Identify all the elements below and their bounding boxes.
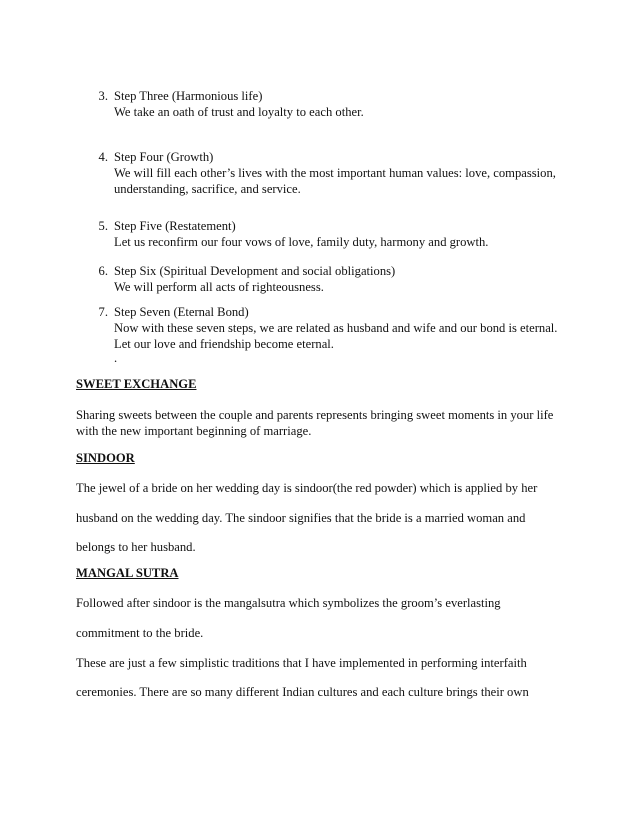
step-text: We will fill each other’s lives with the most important human values: love, compassion, [114, 166, 556, 180]
paragraph-line: ceremonies. There are so many different Indian cultures and each culture brings their own [76, 685, 529, 699]
step-title: Step Seven (Eternal Bond) [114, 305, 249, 319]
section-heading: SWEET EXCHANGE [76, 377, 197, 391]
list-number: 3. [98, 89, 108, 103]
section-heading: SINDOOR [76, 451, 135, 465]
step-text: Let us reconfirm our four vows of love, family duty, harmony and growth. [114, 235, 489, 249]
step-text: . [114, 351, 118, 365]
step-text: Let our love and friendship become eternal. [114, 337, 334, 351]
paragraph-line: Sharing sweets between the couple and parents represents bringing sweet moments in your life [76, 408, 554, 422]
paragraph-line: husband on the wedding day. The sindoor signifies that the bride is a married woman and [76, 511, 526, 525]
step-title: Step Six (Spiritual Development and social obligations) [114, 264, 396, 278]
section-heading: MANGAL SUTRA [76, 566, 179, 580]
step-text: understanding, sacrifice, and service. [114, 182, 301, 196]
step-text: We take an oath of trust and loyalty to each other. [114, 105, 364, 119]
list-number: 4. [98, 150, 108, 164]
paragraph-line: with the new important beginning of marriage. [76, 424, 312, 438]
step-title: Step Five (Restatement) [114, 219, 236, 233]
list-number: 5. [98, 219, 108, 233]
step-text: Now with these seven steps, we are related as husband and wife and our bond is eternal. [114, 321, 558, 335]
step-title: Step Four (Growth) [114, 150, 214, 164]
paragraph-line: The jewel of a bride on her wedding day is sindoor(the red powder) which is applied by her [76, 481, 538, 495]
paragraph-line: belongs to her husband. [76, 540, 196, 554]
list-number: 6. [98, 264, 108, 278]
paragraph-line: Followed after sindoor is the mangalsutra which symbolizes the groom’s everlasting [76, 596, 501, 610]
paragraph-line: These are just a few simplistic traditions that I have implemented in performing interfaith [76, 656, 527, 670]
step-title: Step Three (Harmonious life) [114, 89, 263, 103]
list-number: 7. [98, 305, 108, 319]
paragraph-line: commitment to the bride. [76, 626, 204, 640]
step-text: We will perform all acts of righteousness. [114, 280, 324, 294]
